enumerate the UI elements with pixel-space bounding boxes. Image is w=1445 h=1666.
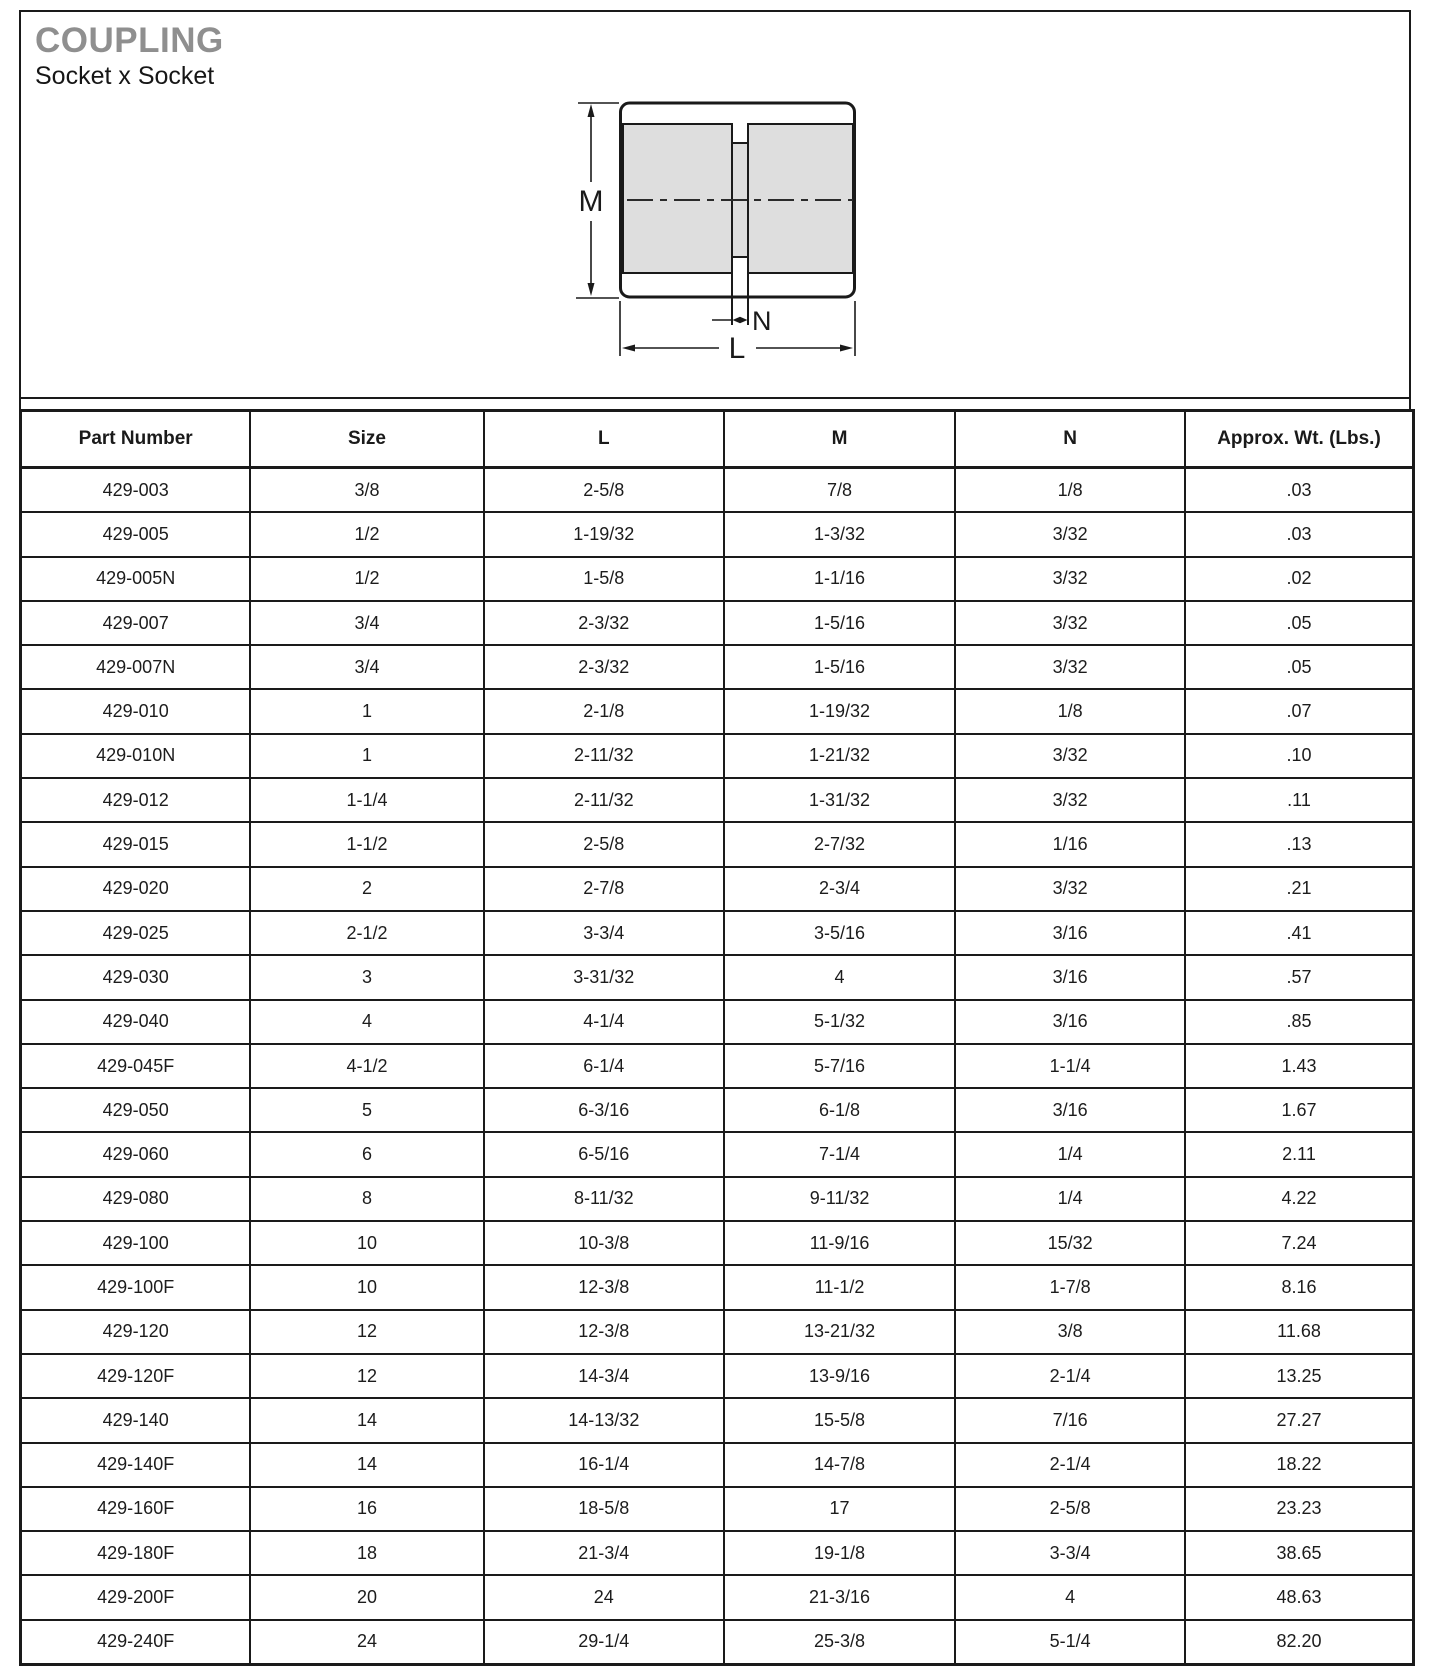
- part-number-cell: 429-030: [21, 955, 251, 999]
- part-number-cell: 429-025: [21, 911, 251, 955]
- size-cell: 4: [250, 1000, 483, 1044]
- n-cell: 3/32: [955, 778, 1185, 822]
- part-number-cell: 429-007N: [21, 645, 251, 689]
- m-cell: 17: [724, 1487, 955, 1531]
- weight-cell: 11.68: [1185, 1310, 1413, 1354]
- table-row: [21, 1443, 1414, 1487]
- weight-cell: 48.63: [1185, 1575, 1413, 1619]
- m-cell: 2-3/4: [724, 867, 955, 911]
- n-cell: 3/32: [955, 557, 1185, 601]
- table-row: [21, 645, 1414, 689]
- size-cell: 8: [250, 1177, 483, 1221]
- size-cell: 12: [250, 1310, 483, 1354]
- n-cell: 1-7/8: [955, 1265, 1185, 1309]
- dim-label-n: N: [752, 306, 772, 336]
- weight-cell: 38.65: [1185, 1531, 1413, 1575]
- right-socket-wall: [748, 124, 853, 273]
- spec-table: [19, 409, 1415, 1666]
- n-cell: 4: [955, 1575, 1185, 1619]
- m-cell: 25-3/8: [724, 1620, 955, 1665]
- table-row: [21, 689, 1414, 733]
- n-arrowhead-left: [733, 317, 741, 323]
- m-arrowhead-bottom: [588, 283, 595, 296]
- part-number-cell: 429-020: [21, 867, 251, 911]
- part-number-cell: 429-045F: [21, 1044, 251, 1088]
- table-row: [21, 1531, 1414, 1575]
- dim-label-l: L: [728, 332, 746, 365]
- l-cell: 2-5/8: [484, 822, 724, 866]
- l-cell: 16-1/4: [484, 1443, 724, 1487]
- table-row: [21, 734, 1414, 778]
- weight-cell: 1.67: [1185, 1088, 1413, 1132]
- l-arrowhead-left: [622, 345, 635, 352]
- table-row: [21, 1575, 1414, 1619]
- n-cell: 3/32: [955, 601, 1185, 645]
- m-cell: 11-1/2: [724, 1265, 955, 1309]
- l-cell: 12-3/8: [484, 1310, 724, 1354]
- m-cell: 19-1/8: [724, 1531, 955, 1575]
- size-cell: 20: [250, 1575, 483, 1619]
- size-cell: 2: [250, 867, 483, 911]
- m-cell: 1-5/16: [724, 601, 955, 645]
- l-cell: 4-1/4: [484, 1000, 724, 1044]
- dim-label-m: M: [578, 185, 604, 218]
- table-row: [21, 601, 1414, 645]
- table-row: [21, 1354, 1414, 1398]
- part-number-cell: 429-160F: [21, 1487, 251, 1531]
- column-header-size-cell: Size: [250, 411, 483, 468]
- n-cell: 3/32: [955, 867, 1185, 911]
- part-number-cell: 429-005: [21, 512, 251, 556]
- n-cell: 1/4: [955, 1132, 1185, 1176]
- l-cell: 2-11/32: [484, 734, 724, 778]
- part-number-cell: 429-100F: [21, 1265, 251, 1309]
- size-cell: 10: [250, 1221, 483, 1265]
- table-row: [21, 778, 1414, 822]
- n-cell: 2-1/4: [955, 1443, 1185, 1487]
- title-block: [35, 22, 224, 90]
- part-number-cell: 429-140: [21, 1398, 251, 1442]
- part-number-cell: 429-100: [21, 1221, 251, 1265]
- weight-cell: .05: [1185, 601, 1413, 645]
- n-cell: 3/16: [955, 911, 1185, 955]
- m-cell: 14-7/8: [724, 1443, 955, 1487]
- part-number-cell: 429-010N: [21, 734, 251, 778]
- column-header-n-cell: N: [955, 411, 1185, 468]
- m-cell: 7-1/4: [724, 1132, 955, 1176]
- size-cell: 3: [250, 955, 483, 999]
- table-row: [21, 822, 1414, 866]
- weight-cell: 18.22: [1185, 1443, 1413, 1487]
- l-cell: 2-3/32: [484, 645, 724, 689]
- size-cell: 1-1/2: [250, 822, 483, 866]
- m-cell: 9-11/32: [724, 1177, 955, 1221]
- n-cell: 3/16: [955, 1000, 1185, 1044]
- part-number-cell: 429-007: [21, 601, 251, 645]
- part-number-cell: 429-120F: [21, 1354, 251, 1398]
- l-arrowhead-right: [840, 345, 853, 352]
- part-number-cell: 429-240F: [21, 1620, 251, 1665]
- part-number-cell: 429-015: [21, 822, 251, 866]
- n-cell: 1-1/4: [955, 1044, 1185, 1088]
- n-cell: 15/32: [955, 1221, 1185, 1265]
- n-cell: 3/32: [955, 645, 1185, 689]
- weight-cell: .03: [1185, 468, 1413, 513]
- size-cell: 1: [250, 734, 483, 778]
- part-number-cell: 429-012: [21, 778, 251, 822]
- m-cell: 15-5/8: [724, 1398, 955, 1442]
- n-cell: 7/16: [955, 1398, 1185, 1442]
- l-cell: 1-5/8: [484, 557, 724, 601]
- m-cell: 3-5/16: [724, 911, 955, 955]
- table-row: [21, 1310, 1414, 1354]
- m-cell: 5-7/16: [724, 1044, 955, 1088]
- l-cell: 2-7/8: [484, 867, 724, 911]
- l-cell: 18-5/8: [484, 1487, 724, 1531]
- size-cell: 16: [250, 1487, 483, 1531]
- weight-cell: 7.24: [1185, 1221, 1413, 1265]
- n-cell: 1/8: [955, 689, 1185, 733]
- table-row: [21, 1265, 1414, 1309]
- left-socket-wall: [623, 124, 732, 273]
- table-row: [21, 1620, 1414, 1665]
- table-row: [21, 1177, 1414, 1221]
- size-cell: 3/4: [250, 601, 483, 645]
- weight-cell: .10: [1185, 734, 1413, 778]
- part-number-cell: 429-003: [21, 468, 251, 513]
- size-cell: 14: [250, 1398, 483, 1442]
- part-number-cell: 429-140F: [21, 1443, 251, 1487]
- column-header-part-number-cell: Part Number: [21, 411, 251, 468]
- page-subtitle: Socket x Socket: [35, 61, 215, 90]
- part-number-cell: 429-200F: [21, 1575, 251, 1619]
- part-number-cell: 429-005N: [21, 557, 251, 601]
- n-cell: 5-1/4: [955, 1620, 1185, 1665]
- l-cell: 6-5/16: [484, 1132, 724, 1176]
- weight-cell: 2.11: [1185, 1132, 1413, 1176]
- size-cell: 18: [250, 1531, 483, 1575]
- m-cell: 1-3/32: [724, 512, 955, 556]
- m-cell: 13-21/32: [724, 1310, 955, 1354]
- n-cell: 3/32: [955, 512, 1185, 556]
- l-cell: 10-3/8: [484, 1221, 724, 1265]
- m-cell: 5-1/32: [724, 1000, 955, 1044]
- n-cell: 1/4: [955, 1177, 1185, 1221]
- l-cell: 2-1/8: [484, 689, 724, 733]
- weight-cell: 8.16: [1185, 1265, 1413, 1309]
- m-cell: 1-1/16: [724, 557, 955, 601]
- table-row: [21, 557, 1414, 601]
- size-cell: 24: [250, 1620, 483, 1665]
- l-cell: 6-1/4: [484, 1044, 724, 1088]
- m-cell: 2-7/32: [724, 822, 955, 866]
- section-divider: [21, 397, 1409, 399]
- weight-cell: .21: [1185, 867, 1413, 911]
- l-cell: 2-11/32: [484, 778, 724, 822]
- part-number-cell: 429-060: [21, 1132, 251, 1176]
- weight-cell: 27.27: [1185, 1398, 1413, 1442]
- spec-table-body: [21, 468, 1414, 1665]
- size-cell: 2-1/2: [250, 911, 483, 955]
- size-cell: 5: [250, 1088, 483, 1132]
- n-cell: 3-3/4: [955, 1531, 1185, 1575]
- table-row: [21, 1044, 1414, 1088]
- part-number-cell: 429-010: [21, 689, 251, 733]
- weight-cell: .85: [1185, 1000, 1413, 1044]
- m-cell: 6-1/8: [724, 1088, 955, 1132]
- column-header-weight-cell: Approx. Wt. (Lbs.): [1185, 411, 1413, 468]
- column-header-m-cell: M: [724, 411, 955, 468]
- m-cell: 1-19/32: [724, 689, 955, 733]
- table-row: [21, 911, 1414, 955]
- coupling-diagram: [540, 85, 880, 370]
- size-cell: 3/4: [250, 645, 483, 689]
- weight-cell: 4.22: [1185, 1177, 1413, 1221]
- page-border: [19, 10, 1411, 1652]
- n-cell: 1/8: [955, 468, 1185, 513]
- table-row: [21, 1221, 1414, 1265]
- size-cell: 1-1/4: [250, 778, 483, 822]
- m-cell: 1-5/16: [724, 645, 955, 689]
- table-row: [21, 468, 1414, 513]
- l-cell: 8-11/32: [484, 1177, 724, 1221]
- m-cell: 1-31/32: [724, 778, 955, 822]
- l-cell: 6-3/16: [484, 1088, 724, 1132]
- part-number-cell: 429-080: [21, 1177, 251, 1221]
- part-number-cell: 429-180F: [21, 1531, 251, 1575]
- l-cell: 3-3/4: [484, 911, 724, 955]
- l-cell: 14-3/4: [484, 1354, 724, 1398]
- m-cell: 11-9/16: [724, 1221, 955, 1265]
- m-cell: 1-21/32: [724, 734, 955, 778]
- weight-cell: 13.25: [1185, 1354, 1413, 1398]
- table-row: [21, 1398, 1414, 1442]
- table-row: [21, 1000, 1414, 1044]
- l-cell: 29-1/4: [484, 1620, 724, 1665]
- weight-cell: .41: [1185, 911, 1413, 955]
- part-number-cell: 429-120: [21, 1310, 251, 1354]
- l-cell: 2-3/32: [484, 601, 724, 645]
- n-cell: 2-5/8: [955, 1487, 1185, 1531]
- size-cell: 1: [250, 689, 483, 733]
- column-header-l-cell: L: [484, 411, 724, 468]
- weight-cell: .11: [1185, 778, 1413, 822]
- weight-cell: .02: [1185, 557, 1413, 601]
- part-number-cell: 429-040: [21, 1000, 251, 1044]
- n-arrowhead-right: [740, 317, 748, 323]
- n-cell: 2-1/4: [955, 1354, 1185, 1398]
- table-row: [21, 512, 1414, 556]
- size-cell: 1/2: [250, 512, 483, 556]
- header-row: [21, 411, 1414, 468]
- size-cell: 6: [250, 1132, 483, 1176]
- l-cell: 3-31/32: [484, 955, 724, 999]
- weight-cell: .13: [1185, 822, 1413, 866]
- weight-cell: .03: [1185, 512, 1413, 556]
- weight-cell: .07: [1185, 689, 1413, 733]
- size-cell: 14: [250, 1443, 483, 1487]
- l-cell: 1-19/32: [484, 512, 724, 556]
- l-cell: 14-13/32: [484, 1398, 724, 1442]
- l-cell: 21-3/4: [484, 1531, 724, 1575]
- size-cell: 12: [250, 1354, 483, 1398]
- table-row: [21, 867, 1414, 911]
- size-cell: 1/2: [250, 557, 483, 601]
- m-cell: 7/8: [724, 468, 955, 513]
- n-cell: 1/16: [955, 822, 1185, 866]
- l-cell: 12-3/8: [484, 1265, 724, 1309]
- n-cell: 3/16: [955, 955, 1185, 999]
- weight-cell: 82.20: [1185, 1620, 1413, 1665]
- table-row: [21, 1487, 1414, 1531]
- table-row: [21, 1088, 1414, 1132]
- table-row: [21, 1132, 1414, 1176]
- table-row: [21, 955, 1414, 999]
- size-cell: 10: [250, 1265, 483, 1309]
- weight-cell: .57: [1185, 955, 1413, 999]
- n-cell: 3/16: [955, 1088, 1185, 1132]
- l-cell: 24: [484, 1575, 724, 1619]
- part-number-cell: 429-050: [21, 1088, 251, 1132]
- m-cell: 4: [724, 955, 955, 999]
- weight-cell: 1.43: [1185, 1044, 1413, 1088]
- spec-table-header: [21, 411, 1414, 468]
- size-cell: 4-1/2: [250, 1044, 483, 1088]
- page-title: COUPLING: [35, 21, 224, 60]
- n-cell: 3/32: [955, 734, 1185, 778]
- size-cell: 3/8: [250, 468, 483, 513]
- m-arrowhead-top: [588, 104, 595, 117]
- m-cell: 13-9/16: [724, 1354, 955, 1398]
- l-cell: 2-5/8: [484, 468, 724, 513]
- weight-cell: 23.23: [1185, 1487, 1413, 1531]
- m-cell: 21-3/16: [724, 1575, 955, 1619]
- n-cell: 3/8: [955, 1310, 1185, 1354]
- weight-cell: .05: [1185, 645, 1413, 689]
